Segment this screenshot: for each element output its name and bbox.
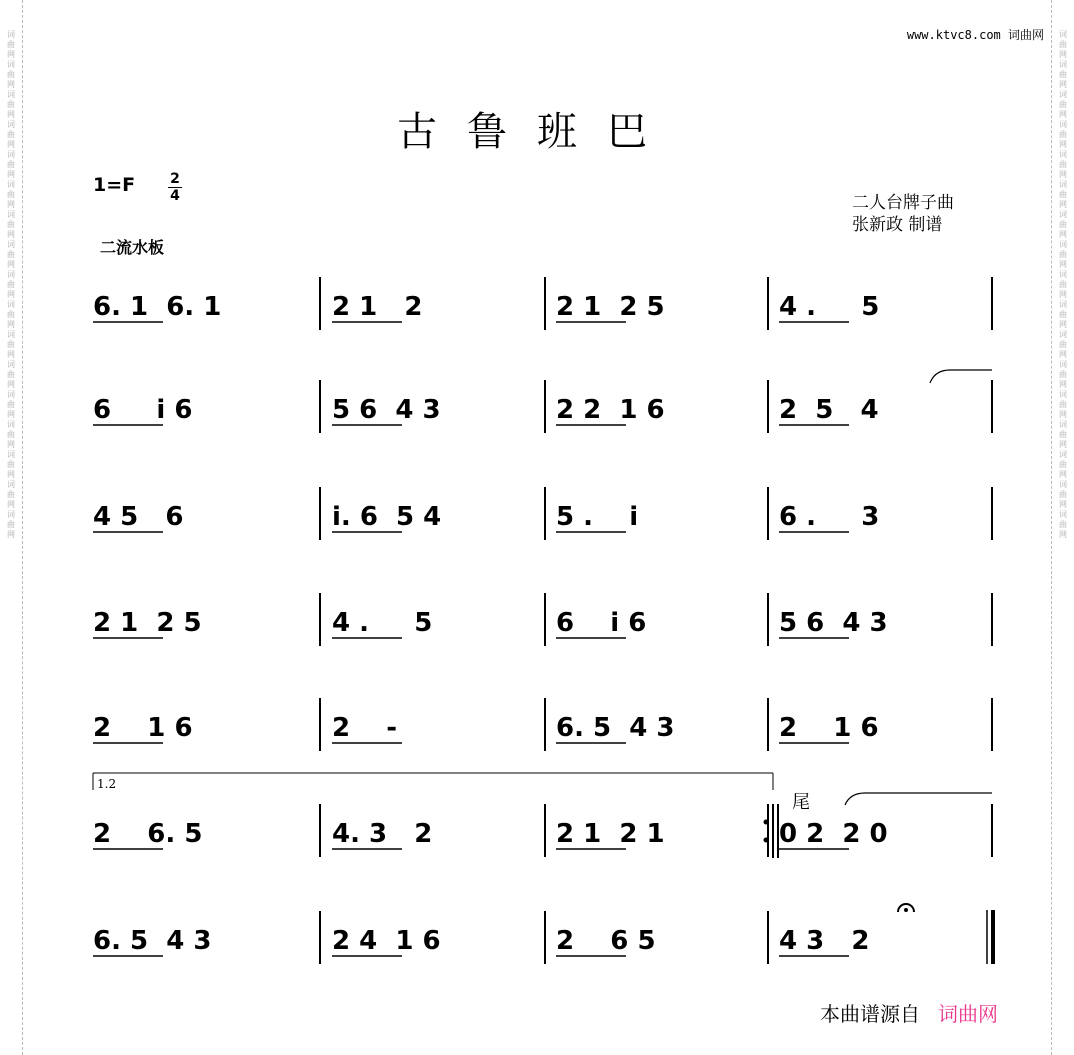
credit-genre: 二人台牌子曲 (852, 193, 954, 213)
slur-row6 (845, 793, 992, 805)
measure-notes: 2 1 6 (93, 713, 193, 743)
coda-label: 尾 (792, 792, 810, 813)
measure-notes: 2 4 1 6 (332, 926, 441, 956)
measure-notes: 2 1 6 (779, 713, 879, 743)
measure-notes: 5 6 4 3 (332, 395, 441, 425)
measure-notes: 4. 3 2 (332, 819, 433, 849)
measure-notes: 4 5 6 (93, 502, 184, 532)
measure-notes: 2 - (332, 713, 398, 743)
credit-author: 张新政 制谱 (852, 215, 943, 235)
measure-notes: 6. 5 4 3 (556, 713, 675, 743)
measure-notes: 2 6. 5 (93, 819, 203, 849)
right-watermark-strip: 词 曲 网 词 曲 网 词 曲 网 词 曲 网 词 曲 网 词 曲 网 词 曲 网 词 曲 网 词 曲 网 词 曲 网 词 曲 网 词 曲 网 词 曲 网 词 曲 网 词 曲 网 词 曲 网 词 曲 网 (1051, 0, 1074, 1055)
measure-notes: 2 6 5 (556, 926, 656, 956)
measure-notes: 6 i 6 (93, 395, 193, 425)
measure-notes: 0 2 2 0 (779, 819, 888, 849)
footer-source (820, 998, 998, 1027)
measure-notes: 2 5 4 (779, 395, 879, 425)
measure-notes: 4 . 5 (332, 608, 433, 638)
measure-notes: 5 . i (556, 502, 639, 532)
tempo-marking: 二流水板 (100, 238, 165, 257)
measure-notes: 2 1 2 5 (556, 292, 665, 322)
footer-text: 本曲谱源自 (820, 1002, 920, 1026)
measure-notes: 6 i 6 (556, 608, 647, 638)
repeat-dot (764, 820, 769, 825)
measure-notes: 6. 5 4 3 (93, 926, 212, 956)
measure-notes: 2 1 2 5 (93, 608, 202, 638)
time-denominator: 4 (170, 188, 180, 204)
measure-notes: i. 6 5 4 (332, 502, 442, 532)
repeat-dot (764, 838, 769, 843)
time-numerator: 2 (170, 171, 180, 187)
measure-notes: 5 6 4 3 (779, 608, 888, 638)
measure-notes: 4 3 2 (779, 926, 870, 956)
key-signature: 1=F (93, 174, 136, 196)
measure-notes: 2 2 1 6 (556, 395, 665, 425)
measure-notes: 6 . 3 (779, 502, 880, 532)
slur-row2 (930, 370, 992, 383)
website-url[interactable]: www.ktvc8.com 词曲网 (906, 28, 1044, 42)
measure-notes: 2 1 2 (332, 292, 423, 322)
fermata-dot (904, 908, 908, 912)
measure-notes: 6. 1 6. 1 (93, 292, 222, 322)
measure-notes: 4 . 5 (779, 292, 880, 322)
volta-label: 1.2 (97, 777, 117, 791)
song-title: 古鲁班巴 (397, 109, 677, 155)
left-watermark-strip: 词 曲 网 词 曲 网 词 曲 网 词 曲 网 词 曲 网 词 曲 网 词 曲 网 词 曲 网 词 曲 网 词 曲 网 词 曲 网 词 曲 网 词 曲 网 词 曲 网 词 曲 网 词 曲 网 词 曲 网 (0, 0, 23, 1055)
measure-notes: 2 1 2 1 (556, 819, 665, 849)
footer-brand-link[interactable]: 词曲网 (938, 1002, 998, 1026)
